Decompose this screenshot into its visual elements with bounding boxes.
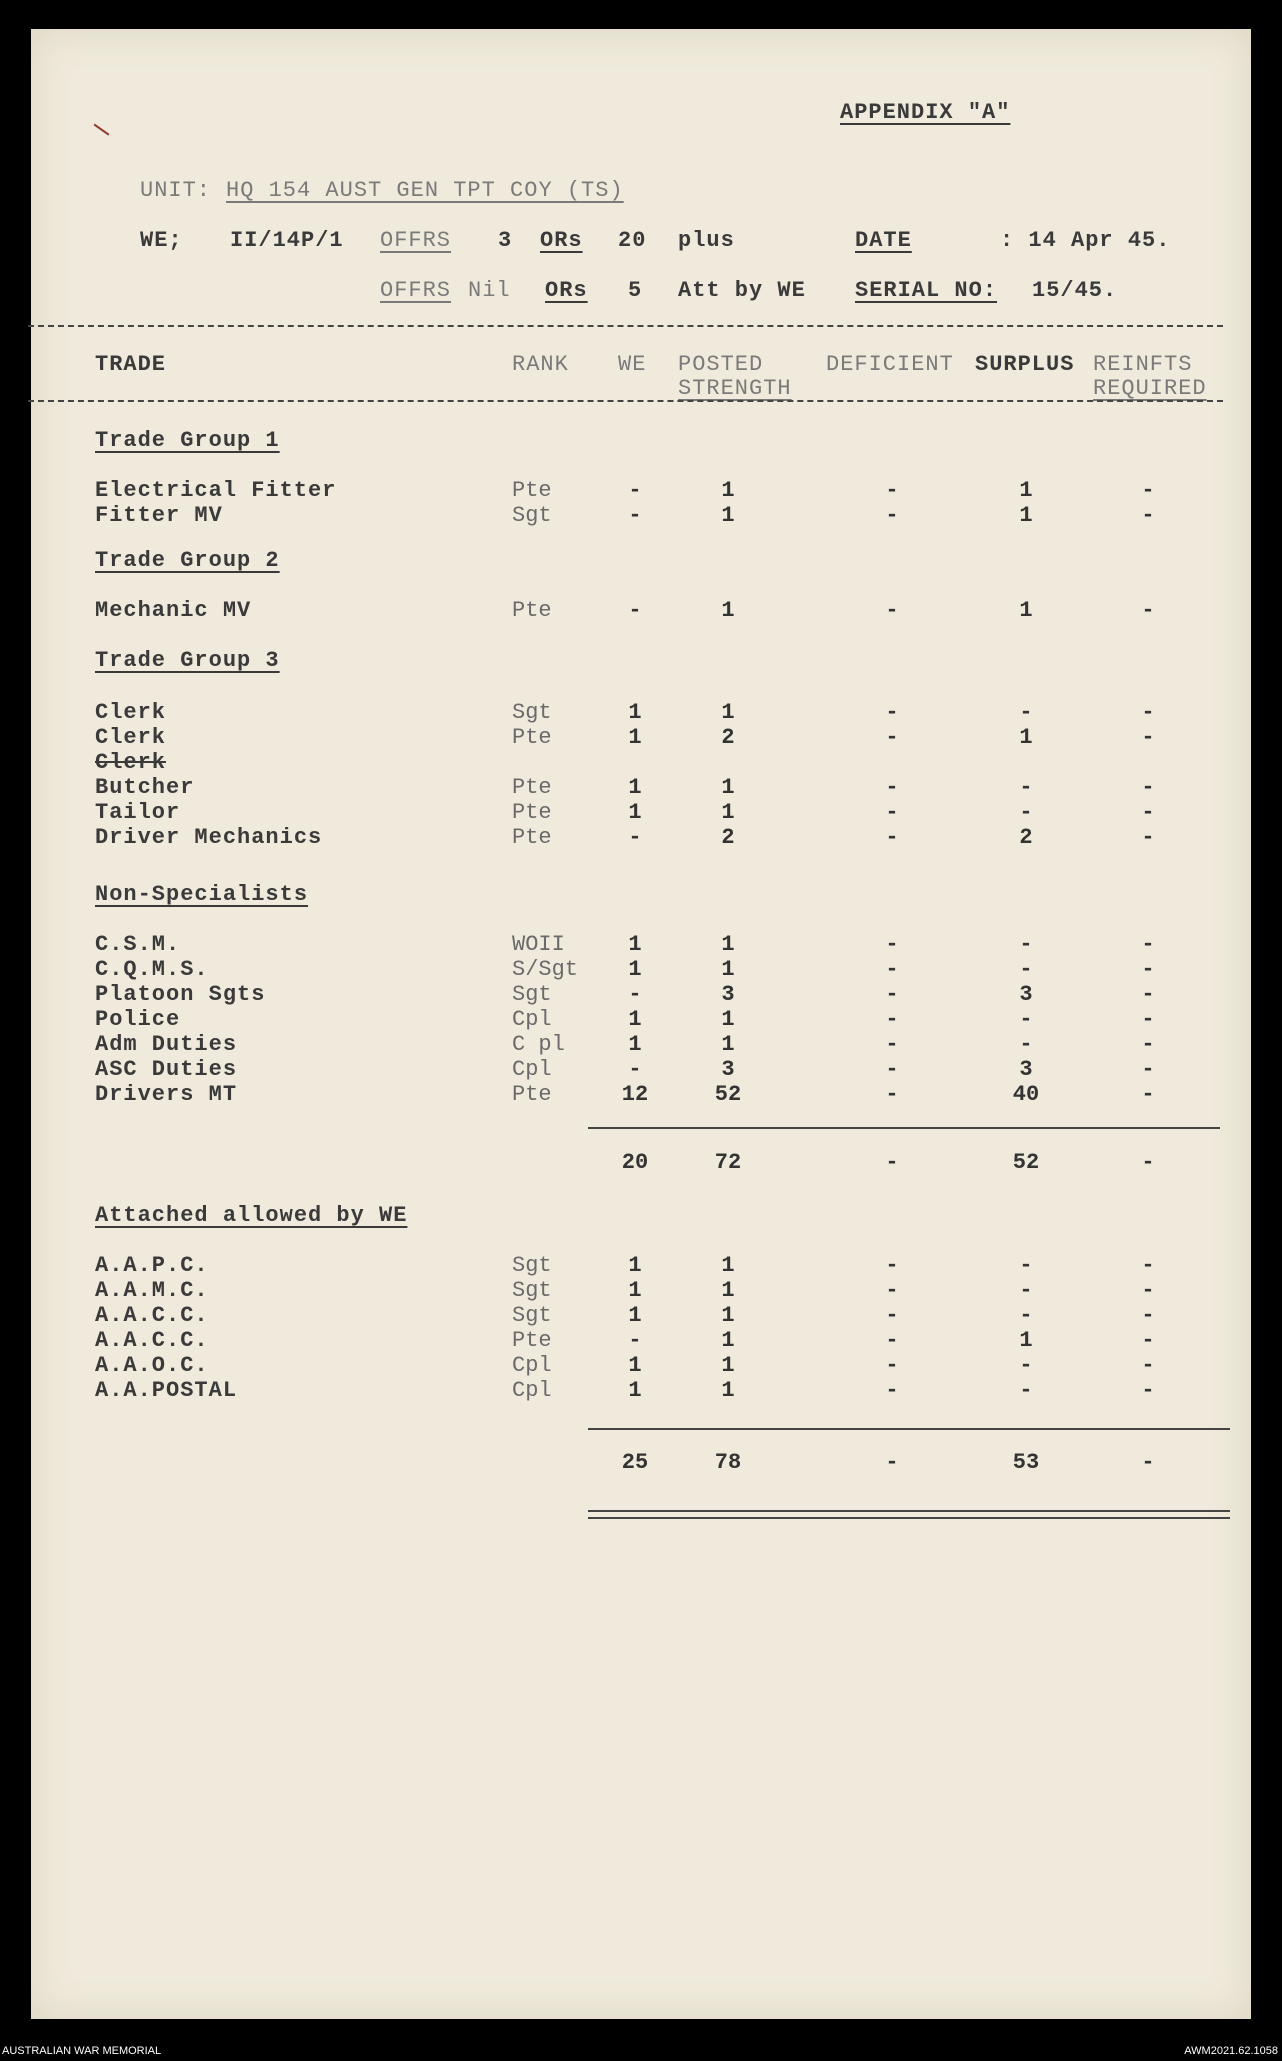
table-row-surplus: 1: [1019, 503, 1033, 528]
table-row-rank: Cpl: [512, 1378, 552, 1403]
table-row-rank: Pte: [512, 598, 552, 623]
table-row-we: 1: [628, 1278, 642, 1303]
double-rule-bottom: [588, 1517, 1230, 1519]
table-row-reinfts: -: [1141, 825, 1155, 850]
table-row-surplus: -: [1019, 932, 1033, 957]
table-row-deficient: -: [885, 957, 899, 982]
table-row-trade: Clerk: [95, 700, 167, 725]
table-row-posted: 1: [721, 932, 735, 957]
footer-left: AUSTRALIAN WAR MEMORIAL: [2, 2045, 162, 2057]
table-row-trade: C.Q.M.S.: [95, 957, 209, 982]
table-row-we: -: [628, 598, 642, 623]
table-row-posted: 1: [721, 1353, 735, 1378]
table-row-reinfts: -: [1141, 982, 1155, 1007]
total-surplus: 53: [1012, 1450, 1040, 1475]
table-row-trade: Clerk: [95, 750, 167, 775]
table-row-trade: ASC Duties: [95, 1057, 238, 1082]
table-row-posted: 1: [721, 503, 735, 528]
col-rank: RANK: [512, 352, 569, 377]
table-row-surplus: -: [1019, 700, 1033, 725]
offrs-value: 3: [498, 228, 513, 253]
table-row-rank: Pte: [512, 800, 552, 825]
table-row-reinfts: -: [1141, 1007, 1155, 1032]
table-row-reinfts: -: [1141, 503, 1155, 528]
table-row-trade: Driver Mechanics: [95, 825, 323, 850]
double-rule-top: [588, 1510, 1230, 1512]
table-row-rank: C pl: [512, 1032, 565, 1057]
table-row-surplus: -: [1019, 1303, 1033, 1328]
header-rule: [28, 325, 1223, 327]
we-label: WE;: [140, 228, 183, 253]
table-row-reinfts: -: [1141, 800, 1155, 825]
table-row-we: 1: [628, 775, 642, 800]
table-row-trade: Tailor: [95, 800, 181, 825]
table-row-trade: A.A.C.C.: [95, 1328, 209, 1353]
table-row-posted: 1: [721, 957, 735, 982]
table-row-we: 1: [628, 1007, 642, 1032]
table-row-we: 1: [628, 957, 642, 982]
table-row-deficient: -: [885, 1032, 899, 1057]
table-row-surplus: -: [1019, 1032, 1033, 1057]
table-row-posted: 1: [721, 800, 735, 825]
table-row-deficient: -: [885, 982, 899, 1007]
table-row-deficient: -: [885, 800, 899, 825]
table-row-rank: Sgt: [512, 1303, 552, 1328]
col-posted: POSTED: [678, 352, 764, 377]
table-row-posted: 52: [714, 1082, 742, 1107]
table-row-deficient: -: [885, 1057, 899, 1082]
table-row-reinfts: -: [1141, 725, 1155, 750]
table-row-rank: S/Sgt: [512, 957, 579, 982]
table-row-rank: Pte: [512, 1328, 552, 1353]
table-row-posted: 1: [721, 1253, 735, 1278]
table-row-surplus: 1: [1019, 478, 1033, 503]
table-row-surplus: -: [1019, 800, 1033, 825]
table-row-rank: Sgt: [512, 1253, 552, 1278]
group-title: Trade Group 2: [95, 548, 280, 573]
table-row-posted: 1: [721, 1378, 735, 1403]
table-row-we: 12: [621, 1082, 649, 1107]
table-row-we: -: [628, 982, 642, 1007]
table-row-deficient: -: [885, 1082, 899, 1107]
table-row-deficient: -: [885, 700, 899, 725]
table-row-reinfts: -: [1141, 1278, 1155, 1303]
table-row-we: 1: [628, 1378, 642, 1403]
table-row-we: 1: [628, 1253, 642, 1278]
table-row-deficient: -: [885, 1007, 899, 1032]
offrs-label-2: OFFRS: [380, 278, 452, 303]
we-value: II/14P/1: [230, 228, 344, 253]
attached-title: Attached allowed by WE: [95, 1203, 408, 1228]
table-row-rank: Pte: [512, 725, 552, 750]
table-row-deficient: -: [885, 1303, 899, 1328]
table-row-rank: Sgt: [512, 1278, 552, 1303]
table-row-posted: 1: [721, 1328, 735, 1353]
subtotal-deficient: -: [885, 1150, 899, 1175]
table-row-surplus: -: [1019, 1378, 1033, 1403]
unit-value: HQ 154 AUST GEN TPT COY (TS): [226, 178, 624, 203]
table-row-we: 1: [628, 1353, 642, 1378]
offrs-label: OFFRS: [380, 228, 452, 253]
table-row-trade: A.A.O.C.: [95, 1353, 209, 1378]
table-row-reinfts: -: [1141, 1353, 1155, 1378]
col-we: WE: [618, 352, 647, 377]
table-row-reinfts: -: [1141, 1253, 1155, 1278]
att-by-we: Att by WE: [678, 278, 806, 303]
subtotal-rule: [588, 1127, 1220, 1129]
table-row-reinfts: -: [1141, 1082, 1155, 1107]
table-row-we: 1: [628, 700, 642, 725]
table-row-deficient: -: [885, 1278, 899, 1303]
table-row-we: 1: [628, 1032, 642, 1057]
ors-value: 20: [618, 228, 647, 253]
table-row-we: -: [628, 478, 642, 503]
table-row-reinfts: -: [1141, 1032, 1155, 1057]
serial-value: 15/45.: [1032, 278, 1118, 303]
table-row-posted: 1: [721, 478, 735, 503]
table-row-surplus: -: [1019, 1278, 1033, 1303]
table-row-trade: Platoon Sgts: [95, 982, 266, 1007]
table-row-deficient: -: [885, 1328, 899, 1353]
table-row-deficient: -: [885, 503, 899, 528]
table-row-posted: 1: [721, 1303, 735, 1328]
col-required: REQUIRED: [1093, 376, 1207, 401]
table-row-posted: 1: [721, 775, 735, 800]
table-row-reinfts: -: [1141, 932, 1155, 957]
table-row-reinfts: -: [1141, 478, 1155, 503]
table-row-we: -: [628, 1057, 642, 1082]
col-surplus: SURPLUS: [975, 352, 1075, 377]
group-title: Trade Group 1: [95, 428, 280, 453]
table-row-surplus: 1: [1019, 1328, 1033, 1353]
table-row-trade: Police: [95, 1007, 181, 1032]
table-row-deficient: -: [885, 1378, 899, 1403]
col-deficient: DEFICIENT: [826, 352, 954, 377]
group-title: Trade Group 3: [95, 648, 280, 673]
table-row-trade: Clerk: [95, 725, 167, 750]
table-row-reinfts: -: [1141, 1378, 1155, 1403]
table-row-we: -: [628, 503, 642, 528]
table-row-posted: 3: [721, 1057, 735, 1082]
offrs-value-2: Nil: [468, 278, 511, 303]
table-row-reinfts: -: [1141, 1303, 1155, 1328]
table-row-rank: Cpl: [512, 1007, 552, 1032]
table-row-trade: C.S.M.: [95, 932, 181, 957]
plus-text: plus: [678, 228, 735, 253]
table-row-posted: 3: [721, 982, 735, 1007]
table-row-trade: A.A.M.C.: [95, 1278, 209, 1303]
appendix-title: APPENDIX "A": [840, 100, 1011, 125]
table-row-trade: Fitter MV: [95, 503, 223, 528]
table-row-we: 1: [628, 1303, 642, 1328]
subtotal-surplus: 52: [1012, 1150, 1040, 1175]
unit-label: UNIT:: [140, 178, 212, 203]
date-value: : 14 Apr 45.: [1000, 228, 1171, 253]
table-row-reinfts: -: [1141, 598, 1155, 623]
table-row-deficient: -: [885, 478, 899, 503]
table-row-rank: Sgt: [512, 982, 552, 1007]
table-row-rank: WOII: [512, 932, 565, 957]
col-trade: TRADE: [95, 352, 167, 377]
table-row-rank: Pte: [512, 825, 552, 850]
table-row-rank: Sgt: [512, 700, 552, 725]
table-row-rank: Cpl: [512, 1057, 552, 1082]
table-row-deficient: -: [885, 775, 899, 800]
table-row-deficient: -: [885, 932, 899, 957]
total-rule: [588, 1428, 1230, 1430]
col-reinfts: REINFTS: [1093, 352, 1193, 377]
table-row-trade: Adm Duties: [95, 1032, 238, 1057]
table-row-posted: 1: [721, 1007, 735, 1032]
subtotal-posted: 72: [714, 1150, 742, 1175]
table-row-rank: Pte: [512, 1082, 552, 1107]
total-deficient: -: [885, 1450, 899, 1475]
ors-label-2: ORs: [545, 278, 588, 303]
table-row-reinfts: -: [1141, 775, 1155, 800]
table-row-surplus: -: [1019, 957, 1033, 982]
table-row-deficient: -: [885, 725, 899, 750]
table-row-posted: 2: [721, 725, 735, 750]
table-row-posted: 1: [721, 1032, 735, 1057]
table-row-rank: Pte: [512, 478, 552, 503]
table-row-we: 1: [628, 800, 642, 825]
table-row-surplus: -: [1019, 775, 1033, 800]
table-row-reinfts: -: [1141, 700, 1155, 725]
table-row-rank: Sgt: [512, 503, 552, 528]
table-row-deficient: -: [885, 1253, 899, 1278]
date-label: DATE: [855, 228, 912, 253]
subtotal-we: 20: [621, 1150, 649, 1175]
table-row-posted: 1: [721, 700, 735, 725]
table-row-trade: A.A.POSTAL: [95, 1378, 238, 1403]
table-row-surplus: -: [1019, 1353, 1033, 1378]
table-row-posted: 1: [721, 598, 735, 623]
table-row-rank: Pte: [512, 775, 552, 800]
table-row-we: 1: [628, 725, 642, 750]
table-row-surplus: 2: [1019, 825, 1033, 850]
table-row-we: 1: [628, 932, 642, 957]
table-row-trade: Mechanic MV: [95, 598, 252, 623]
table-row-surplus: 3: [1019, 982, 1033, 1007]
table-row-surplus: 3: [1019, 1057, 1033, 1082]
col-strength: STRENGTH: [678, 376, 792, 401]
table-row-trade: Butcher: [95, 775, 195, 800]
table-row-surplus: 1: [1019, 598, 1033, 623]
table-row-surplus: -: [1019, 1007, 1033, 1032]
table-row-surplus: 1: [1019, 725, 1033, 750]
total-we: 25: [621, 1450, 649, 1475]
table-row-trade: Drivers MT: [95, 1082, 238, 1107]
table-row-we: -: [628, 1328, 642, 1353]
table-row-we: -: [628, 825, 642, 850]
table-row-trade: A.A.P.C.: [95, 1253, 209, 1278]
table-row-trade: A.A.C.C.: [95, 1303, 209, 1328]
table-row-posted: 2: [721, 825, 735, 850]
serial-label: SERIAL NO:: [855, 278, 998, 303]
table-row-trade: Electrical Fitter: [95, 478, 337, 503]
subtotal-reinfts: -: [1141, 1150, 1155, 1175]
column-rule: [28, 400, 1223, 402]
table-row-reinfts: -: [1141, 1057, 1155, 1082]
table-row-rank: Cpl: [512, 1353, 552, 1378]
table-row-surplus: -: [1019, 1253, 1033, 1278]
table-row-deficient: -: [885, 825, 899, 850]
table-row-reinfts: -: [1141, 1328, 1155, 1353]
ors-value-2: 5: [628, 278, 643, 303]
table-row-surplus: 40: [1012, 1082, 1040, 1107]
table-row-deficient: -: [885, 598, 899, 623]
total-posted: 78: [714, 1450, 742, 1475]
table-row-reinfts: -: [1141, 957, 1155, 982]
group-title: Non-Specialists: [95, 882, 309, 907]
table-row-posted: 1: [721, 1278, 735, 1303]
ors-label: ORs: [540, 228, 583, 253]
table-row-deficient: -: [885, 1353, 899, 1378]
total-reinfts: -: [1141, 1450, 1155, 1475]
footer-right: AWM2021.62.1058: [1184, 2045, 1278, 2057]
